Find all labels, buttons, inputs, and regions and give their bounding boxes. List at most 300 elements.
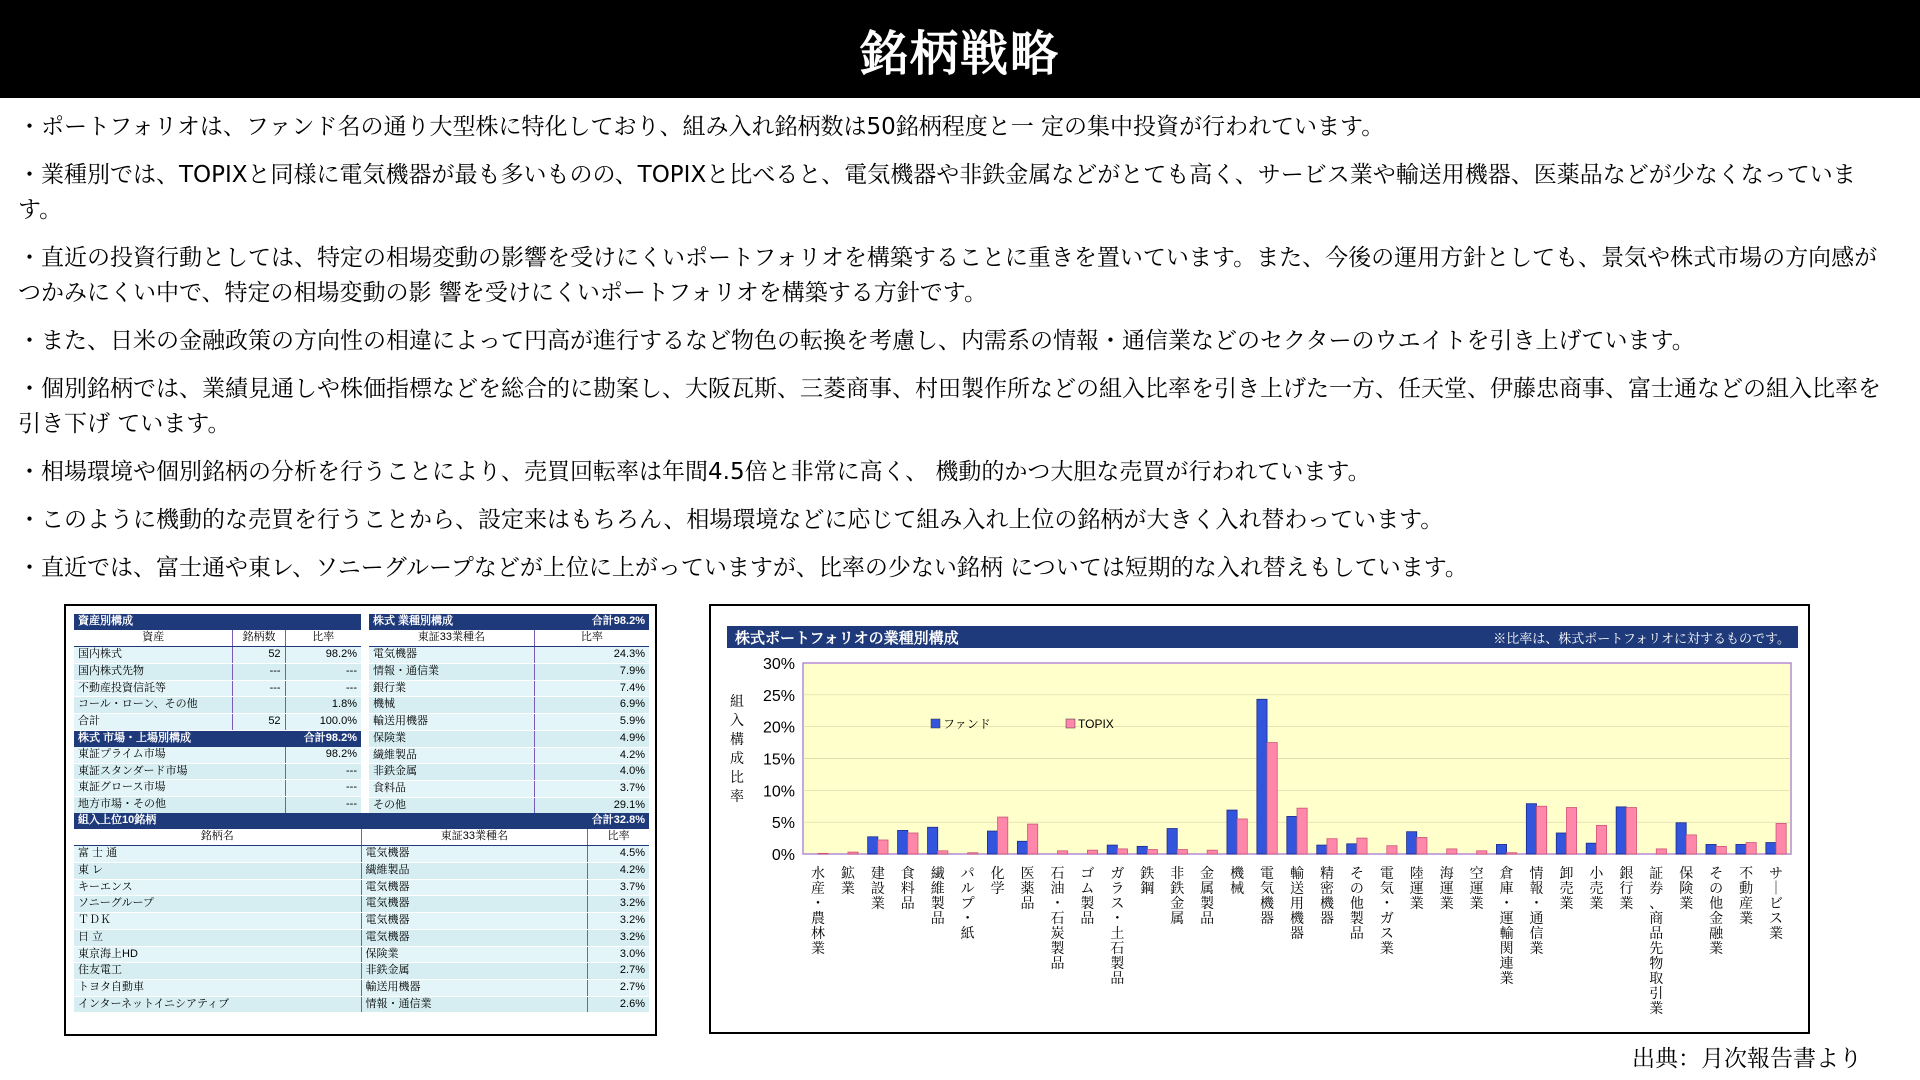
cell: 国内株式先物 [74, 663, 233, 680]
x-category-char: 券 [1649, 881, 1664, 897]
bar-fund [1107, 845, 1117, 854]
bar-fund [1736, 844, 1746, 854]
col-header: 銘柄名 [74, 829, 361, 845]
x-category-char: 金 [1200, 866, 1215, 882]
bar-fund [987, 831, 997, 854]
bar-topix [1087, 850, 1097, 854]
bar-topix [1417, 837, 1427, 854]
bar-topix [998, 817, 1008, 854]
y-axis-label-char: 成 [730, 751, 744, 767]
y-tick-label: 25% [762, 687, 795, 705]
cell: 電気機器 [361, 913, 588, 930]
table-row [74, 963, 649, 980]
x-category-char: 薬 [1020, 881, 1035, 897]
y-tick-label: 10% [762, 783, 795, 801]
col-header: 銘柄数 [233, 630, 285, 646]
x-category-char: 品 [900, 896, 915, 912]
x-category-char: 製 [930, 896, 945, 912]
table-row [369, 780, 649, 797]
x-category-char: 機 [1260, 896, 1275, 912]
col-header: 東証33業種名 [361, 829, 588, 845]
page-title: 銘柄戦略 [859, 25, 1060, 82]
cell: ＴＤＫ [74, 913, 361, 930]
x-category-char: 械 [1230, 881, 1245, 897]
table-row [369, 747, 649, 764]
cell: 4.0% [534, 764, 649, 781]
bar-topix [1656, 849, 1666, 854]
legend-swatch [931, 719, 940, 728]
bar-fund [1496, 844, 1506, 854]
x-category-char: ス [1379, 926, 1394, 942]
cell: 4.2% [588, 862, 649, 879]
cell: コール・ローン、その他 [74, 697, 233, 714]
bar-topix [1237, 819, 1247, 854]
x-category-char: ム [1080, 881, 1095, 897]
cell: キーエンス [74, 879, 361, 896]
bar-topix [1746, 843, 1756, 854]
x-category-char: ・ [1379, 896, 1394, 912]
cell: 東証グロース市場 [74, 780, 285, 797]
cell: 100.0% [285, 714, 361, 731]
cell: 3.7% [534, 780, 649, 797]
x-category-char: 繊 [930, 866, 945, 882]
x-category-char: 鉱 [840, 866, 855, 882]
cell: 非鉄金属 [361, 963, 588, 980]
cell: 3.2% [588, 913, 649, 930]
bar-fund [1706, 844, 1716, 854]
cell: 東証スタンダード市場 [74, 763, 285, 780]
cell: --- [285, 663, 361, 680]
cell: 3.2% [588, 929, 649, 946]
x-category-char: 品 [1110, 971, 1125, 987]
x-category-char: 他 [1349, 896, 1364, 912]
cell: 7.9% [534, 663, 649, 680]
bar-topix [1686, 835, 1696, 854]
table-row [369, 797, 649, 814]
y-tick-label: 15% [762, 751, 795, 769]
cell: 合計 [74, 714, 233, 731]
cell: 保険業 [369, 730, 534, 747]
x-category-char: 業 [1439, 896, 1454, 912]
x-category-char: ゴ [1080, 866, 1095, 882]
y-tick-label: 20% [762, 719, 795, 737]
bar-fund [1347, 844, 1357, 854]
bullet-item: ・直近では、富士通や東レ、ソニーグループなどが上位に上がっていますが、比率の少ない銘柄 については短期的な入れ替えもしています。 [18, 555, 1468, 581]
cell: インターネットイニシアティブ [74, 996, 361, 1013]
cell: 98.2% [285, 647, 361, 664]
table-row [74, 879, 649, 896]
cell: 7.4% [534, 680, 649, 697]
col-header: 比率 [588, 829, 649, 845]
x-category-char: ・ [1529, 896, 1544, 912]
cell: 繊維製品 [361, 862, 588, 879]
x-category-char: 製 [1349, 911, 1364, 927]
cell: 銀行業 [369, 680, 534, 697]
cell: 輸送用機器 [361, 979, 588, 996]
legend-label: ファンド [943, 717, 991, 731]
bar-fund [1287, 816, 1297, 854]
x-category-char: 鉄 [1140, 866, 1155, 882]
x-category-char: 業 [1649, 1001, 1664, 1017]
bar-topix [1327, 839, 1337, 854]
table-row [74, 896, 649, 913]
cell: 電気機器 [369, 647, 534, 664]
x-category-char: ・ [960, 911, 975, 927]
x-category-char: 引 [1649, 986, 1664, 1002]
top10-table-title: 組入上位10銘柄 [74, 813, 588, 829]
cell: 東証プライム市場 [74, 747, 285, 763]
y-tick-label: 30% [762, 656, 795, 673]
table-row [369, 697, 649, 714]
bar-fund [1227, 810, 1237, 854]
x-category-char: 電 [1379, 866, 1394, 882]
x-category-char: 信 [1529, 926, 1544, 942]
bar-topix [1057, 851, 1067, 854]
bar-topix [1716, 846, 1726, 854]
cell: 保険業 [361, 946, 588, 963]
cell: 不動産投資信託等 [74, 680, 233, 697]
bar-topix [1297, 808, 1307, 854]
cell: 52 [233, 714, 285, 731]
bar-topix [1596, 825, 1606, 854]
y-axis-label-char: 組 [730, 694, 744, 710]
x-category-char: 油 [1050, 881, 1065, 897]
bar-topix [1566, 808, 1576, 854]
bar-fund [1137, 846, 1147, 854]
x-category-char: 輸 [1499, 926, 1514, 942]
x-category-char: 業 [1499, 971, 1514, 987]
table-row [74, 747, 361, 763]
table-row [74, 929, 649, 946]
x-category-char: 属 [1200, 881, 1215, 897]
x-category-char: 器 [1260, 911, 1275, 927]
bar-topix [1387, 846, 1397, 854]
bar-fund [1586, 843, 1596, 854]
cell: --- [285, 780, 361, 797]
x-category-char: 品 [930, 911, 945, 927]
x-category-char: 鉄 [1170, 881, 1185, 897]
cell: --- [233, 680, 285, 697]
table-row [369, 663, 649, 680]
x-category-char: 業 [1679, 896, 1694, 912]
cell: トヨタ自動車 [74, 979, 361, 996]
x-category-char: 業 [1559, 896, 1574, 912]
x-category-char: 海 [1439, 866, 1454, 882]
x-category-char: 維 [930, 881, 945, 897]
x-category-char: 業 [1769, 926, 1784, 942]
x-category-char: 運 [1499, 911, 1514, 927]
cell: 繊維製品 [369, 747, 534, 764]
x-category-char: 用 [1290, 896, 1304, 912]
x-category-char: 不 [1739, 866, 1754, 882]
col-header: 比率 [285, 630, 361, 646]
market-table-total: 合計98.2% [285, 730, 361, 746]
x-category-char: 運 [1409, 881, 1424, 897]
x-category-char: プ [960, 896, 975, 912]
table-row [369, 680, 649, 697]
x-category-char: 運 [1469, 881, 1484, 897]
cell: ソニーグループ [74, 896, 361, 913]
cell: 6.9% [534, 697, 649, 714]
cell: 3.0% [588, 946, 649, 963]
chart-title: 株式ポートフォリオの業種別構成 [735, 629, 959, 647]
bullet-item: ・また、日米の金融政策の方向性の相違によって円高が進行するなど物色の転換を考慮し、内需系の情報・通信業などのセクターのウエイトを引き上げています。 [18, 328, 1695, 354]
x-category-char: 器 [1290, 926, 1304, 942]
sector-table-title: 株式 業種別構成 [369, 614, 534, 630]
cell: その他 [369, 797, 534, 814]
y-axis-label-char: 率 [730, 789, 744, 805]
x-category-char: 業 [1379, 941, 1394, 957]
x-category-char: 産 [810, 881, 825, 897]
cell: 4.5% [588, 846, 649, 863]
x-category-char: 、 [1649, 896, 1664, 912]
x-category-char: 設 [870, 881, 885, 897]
x-category-char: 機 [1230, 866, 1245, 882]
cell: 電気機器 [361, 896, 588, 913]
x-category-char: 化 [990, 866, 1005, 882]
x-category-char: 他 [1709, 896, 1724, 912]
x-category-char: 保 [1679, 866, 1694, 882]
x-category-char: 器 [1319, 911, 1334, 927]
x-category-char: 機 [1319, 896, 1334, 912]
cell: 電気機器 [361, 879, 588, 896]
cell: 輸送用機器 [369, 714, 534, 731]
cell: 52 [233, 647, 285, 664]
bar-topix [1117, 849, 1127, 854]
cell: --- [233, 663, 285, 680]
x-category-char: 品 [1349, 926, 1364, 942]
x-category-char: 報 [1529, 881, 1544, 897]
market-table-title: 株式 市場・上場別構成 [74, 730, 285, 746]
cell: 東 レ [74, 862, 361, 879]
bar-topix [908, 833, 918, 854]
sector-bar-chart [711, 606, 1812, 1036]
table-row [74, 663, 361, 680]
y-axis-label-char: 入 [730, 713, 744, 729]
x-category-char: 製 [1080, 896, 1095, 912]
x-category-char: 機 [1290, 911, 1304, 927]
asset-table-title: 資産別構成 [74, 614, 361, 630]
bullet-item: ・相場環境や個別銘柄の分析を行うことにより、売買回転率は年間4.5倍と非常に高く、 機動的かつ大胆な売買が行われています。 [18, 459, 1371, 485]
cell: 住友電工 [74, 963, 361, 980]
source-note: 出典：月次報告書より [1632, 1046, 1862, 1072]
bar-fund [868, 837, 878, 854]
x-category-char: の [1349, 881, 1364, 897]
legend-label: TOPIX [1078, 717, 1114, 731]
y-tick-label: 5% [771, 815, 795, 833]
bullet-item: ・直近の投資行動としては、特定の相場変動の影響を受けにくいポートフォリオを構築することに重きを置いています。また、今後の運用方針としても、景気や株式市場の方向感がつかみにくい中で、特定の相場変動の影 響を受けにくいポートフォリオを構築する方針です。 [18, 245, 1878, 306]
table-row [74, 913, 649, 930]
y-axis-label-char: 構 [730, 732, 744, 748]
table-row [74, 996, 649, 1013]
x-category-char: 業 [870, 896, 885, 912]
bar-topix [968, 853, 978, 854]
cell: 1.8% [285, 697, 361, 714]
cell: 東京海上HD [74, 946, 361, 963]
cell: 3.2% [588, 896, 649, 913]
x-category-char: ・ [1499, 896, 1514, 912]
x-category-char: 売 [1559, 881, 1574, 897]
cell: 富 士 通 [74, 846, 361, 863]
bullet-item: ・業種別では、TOPIXと同様に電気機器が最も多いものの、TOPIXと比べると、電気機器や非鉄金属などがとても高く、サービス業や輸送用機器、医薬品などが少なくなっています。 [18, 162, 1856, 223]
table-row [74, 862, 649, 879]
x-category-char: 銀 [1619, 866, 1634, 882]
cell: 電気機器 [361, 929, 588, 946]
x-category-char: ・ [1110, 911, 1125, 927]
header-bar [0, 0, 1920, 98]
x-category-char: 紙 [960, 926, 975, 942]
bar-fund [1407, 832, 1417, 854]
chart-note: ※比率は、株式ポートフォリオに対するものです。 [1493, 630, 1790, 646]
cell: --- [285, 763, 361, 780]
bar-topix [1357, 838, 1367, 854]
cell: 情報・通信業 [369, 663, 534, 680]
cell: 2.7% [588, 979, 649, 996]
x-category-char: ラ [1110, 881, 1125, 897]
bar-topix [1267, 743, 1277, 854]
x-category-char: 関 [1499, 941, 1514, 957]
x-category-char: 業 [840, 881, 855, 897]
y-tick-label: 0% [771, 847, 795, 864]
x-category-char: 運 [1439, 881, 1454, 897]
cell: 3.7% [588, 879, 649, 896]
x-category-char: 産 [1739, 896, 1754, 912]
cell [233, 697, 285, 714]
x-category-char: そ [1349, 866, 1364, 882]
x-category-char: そ [1709, 866, 1724, 882]
x-category-char: 倉 [1499, 866, 1514, 882]
cell: 電気機器 [361, 846, 588, 863]
x-category-char: 土 [1110, 926, 1125, 942]
x-category-char: 非 [1170, 866, 1185, 882]
bullet-item: ・個別銘柄では、業績見通しや株価指標などを総合的に勘案し、大阪瓦斯、三菱商事、村田製作所などの組入比率を引き上げた一方、任天堂、伊藤忠商事、富士通などの組入比率を引き下げ ています。 [18, 376, 1881, 437]
cell: 情報・通信業 [361, 996, 588, 1013]
x-category-char: 金 [1170, 896, 1185, 912]
col-header: 資産 [74, 630, 233, 646]
cell: 食料品 [369, 780, 534, 797]
x-category-char: 学 [990, 881, 1005, 897]
bullet-list [18, 110, 1898, 599]
y-axis-label-char: 比 [730, 770, 744, 786]
x-category-char: 鋼 [1140, 881, 1155, 897]
bar-fund [1616, 807, 1626, 854]
bar-topix [1477, 851, 1487, 854]
x-category-char: 建 [870, 866, 885, 882]
cell: 2.6% [588, 996, 649, 1013]
x-category-char: 通 [1529, 911, 1544, 927]
x-category-char: ス [1769, 911, 1784, 927]
top10-table-total: 合計32.8% [588, 813, 649, 829]
x-category-char: 金 [1709, 911, 1724, 927]
x-category-char: パ [960, 866, 975, 882]
x-category-char: 連 [1499, 956, 1514, 972]
x-category-char: ・ [1050, 896, 1065, 912]
cell: 国内株式 [74, 647, 233, 664]
bar-topix [1626, 808, 1636, 854]
table-row [74, 647, 361, 664]
x-category-char: 品 [1649, 926, 1664, 942]
bar-topix [1776, 823, 1786, 854]
table-row [74, 763, 361, 780]
x-category-char: 業 [1409, 896, 1424, 912]
cell: 機械 [369, 697, 534, 714]
col-header: 比率 [534, 630, 649, 646]
x-category-char: 石 [1110, 941, 1125, 957]
x-category-char: 業 [1469, 896, 1484, 912]
bar-topix [938, 851, 948, 854]
x-category-char: 電 [1260, 866, 1275, 882]
table-row [74, 979, 649, 996]
x-category-char: 精 [1319, 866, 1334, 882]
x-category-char: ス [1110, 896, 1125, 912]
x-category-char: 先 [1649, 941, 1664, 957]
x-category-char: 水 [810, 866, 825, 882]
x-category-char: ・ [810, 896, 825, 912]
x-category-char: 空 [1469, 866, 1484, 882]
x-category-char: 製 [1200, 896, 1215, 912]
cell: 29.1% [534, 797, 649, 814]
composition-table-panel [64, 604, 657, 1036]
x-category-char: 業 [1619, 896, 1634, 912]
x-category-char: 農 [810, 911, 825, 927]
x-category-char: 険 [1679, 881, 1694, 897]
bar-fund [1167, 829, 1177, 854]
x-category-char: 商 [1649, 911, 1664, 927]
table-row [74, 796, 361, 813]
cell: 日 立 [74, 929, 361, 946]
bar-topix [818, 853, 828, 854]
x-category-char: 製 [1110, 956, 1125, 972]
x-category-char: 取 [1649, 971, 1664, 987]
asset-table [74, 614, 361, 814]
x-category-char: 石 [1050, 866, 1065, 882]
cell: 5.9% [534, 714, 649, 731]
x-category-char: 業 [810, 941, 825, 957]
table-row [74, 846, 649, 863]
top10-table [74, 813, 649, 1013]
bar-fund [1676, 823, 1686, 854]
bar-topix [1028, 824, 1038, 854]
cell: 24.3% [534, 647, 649, 664]
x-category-char: 食 [900, 866, 915, 882]
x-category-char: 業 [1529, 941, 1544, 957]
cell: --- [285, 796, 361, 813]
table-row [369, 647, 649, 664]
sector-table-total: 合計98.2% [534, 614, 649, 630]
x-category-char: 庫 [1499, 881, 1514, 897]
x-category-char: ガ [1379, 911, 1394, 927]
x-category-char: 行 [1619, 881, 1634, 897]
bar-topix [1537, 806, 1547, 854]
x-category-char: 動 [1739, 881, 1754, 897]
x-category-char: 林 [810, 926, 825, 942]
x-category-char: 業 [1709, 941, 1724, 957]
bar-fund [1766, 843, 1776, 854]
x-category-char: 品 [1050, 956, 1065, 972]
bar-topix [1147, 850, 1157, 854]
table-row [74, 714, 361, 731]
bullet-item: ・このように機動的な売買を行うことから、設定来はもちろん、相場環境などに応じて組み入れ上位の銘柄が大きく入れ替わっています。 [18, 507, 1444, 533]
x-category-char: 製 [1050, 941, 1065, 957]
x-category-char: 石 [1050, 911, 1065, 927]
sector-table [369, 614, 649, 814]
table-row [74, 946, 649, 963]
x-category-char: 炭 [1050, 926, 1065, 942]
table-row [369, 764, 649, 781]
bar-topix [1447, 849, 1457, 854]
bar-topix [1177, 850, 1187, 854]
x-category-char: 陸 [1409, 866, 1424, 882]
